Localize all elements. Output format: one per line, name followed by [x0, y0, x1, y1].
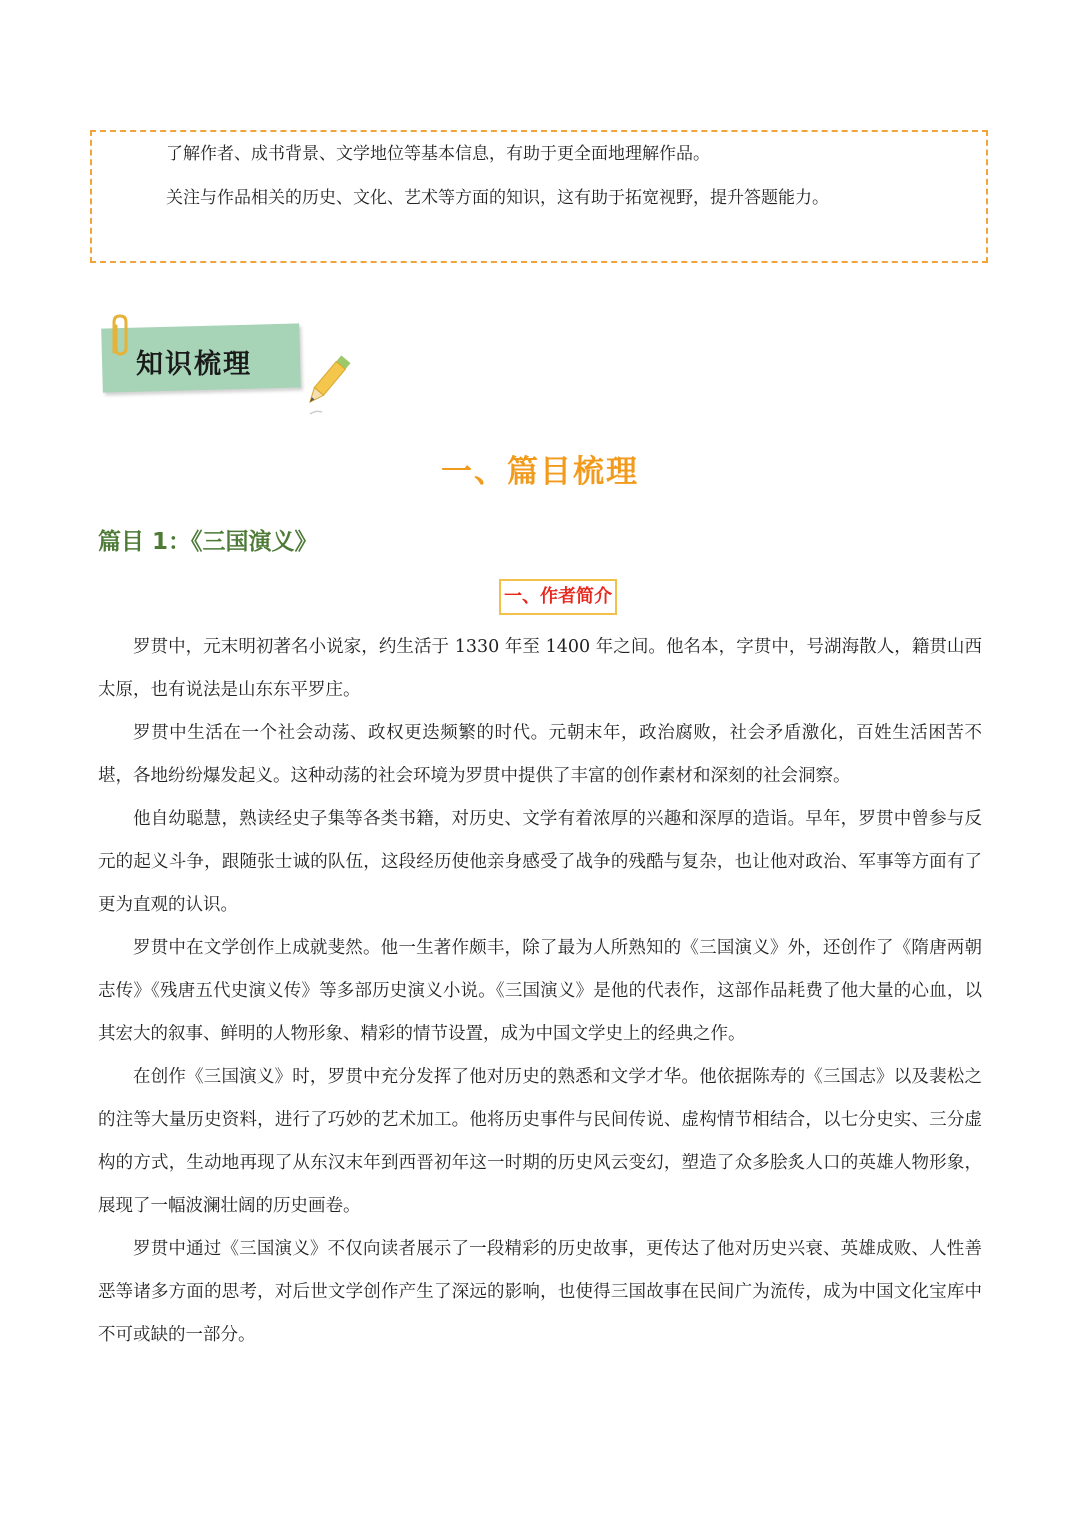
paragraph: 在创作《三国演义》时，罗贯中充分发挥了他对历史的熟悉和文学才华。他依据陈寿的《三国志》以及裴松之的注等大量历史资料，进行了巧妙的艺术加工。他将历史事件与民间传说、虚构情节相结合，以七分史实、三分虚构的方式，生动地再现了从东汉末年到西晋初年这一时期的历史风云变幻，塑造了众多脍炙人口的英雄人物形象，展现了一幅波澜壮阔的历史画卷。	[98, 1067, 982, 1216]
section-badge	[100, 318, 360, 418]
tip-box	[90, 130, 988, 263]
body-text	[98, 626, 982, 1357]
paragraph: 罗贯中，元末明初著名小说家，约生活于 1330 年至 1400 年之间。他名本，字贯中，号湖海散人，籍贯山西太原，也有说法是山东东平罗庄。	[98, 637, 982, 700]
chapter-title: 篇目 1：《三国演义》	[98, 529, 318, 555]
paragraph: 罗贯中通过《三国演义》不仅向读者展示了一段精彩的历史故事，更传达了他对历史兴衰、英雄成败、人性善恶等诸多方面的思考，对后世文学创作产生了深远的影响，也使得三国故事在民间广为流传，成为中国文化宝库中不可或缺的一部分。	[98, 1239, 982, 1345]
pencil-icon	[296, 348, 356, 418]
paragraph: 罗贯中生活在一个社会动荡、政权更迭频繁的时代。元朝末年，政治腐败，社会矛盾激化，百姓生活困苦不堪，各地纷纷爆发起义。这种动荡的社会环境为罗贯中提供了丰富的创作素材和深刻的社会洞察。	[98, 723, 982, 786]
paperclip-icon	[104, 312, 138, 360]
tip-line-2: 关注与作品相关的历史、文化、艺术等方面的知识，这有助于拓宽视野，提升答题能力。	[166, 188, 829, 208]
tip-line-1: 了解作者、成书背景、文学地位等基本信息，有助于更全面地理解作品。	[166, 144, 710, 164]
sub-heading-author-intro: 一、作者简介	[499, 579, 617, 615]
main-title: 一、篇目梳理	[441, 454, 639, 490]
paragraph: 罗贯中在文学创作上成就斐然。他一生著作颇丰，除了最为人所熟知的《三国演义》外，还创作了《隋唐两朝志传》《残唐五代史演义传》等多部历史演义小说。《三国演义》是他的代表作，这部作品耗费了他大量的心血，以其宏大的叙事、鲜明的人物形象、精彩的情节设置，成为中国文学史上的经典之作。	[98, 938, 982, 1044]
badge-label: 知识梳理	[136, 349, 252, 380]
paragraph: 他自幼聪慧，熟读经史子集等各类书籍，对历史、文学有着浓厚的兴趣和深厚的造诣。早年，罗贯中曾参与反元的起义斗争，跟随张士诚的队伍，这段经历使他亲身感受了战争的残酷与复杂，也让他对政治、军事等方面有了更为直观的认识。	[98, 809, 982, 915]
